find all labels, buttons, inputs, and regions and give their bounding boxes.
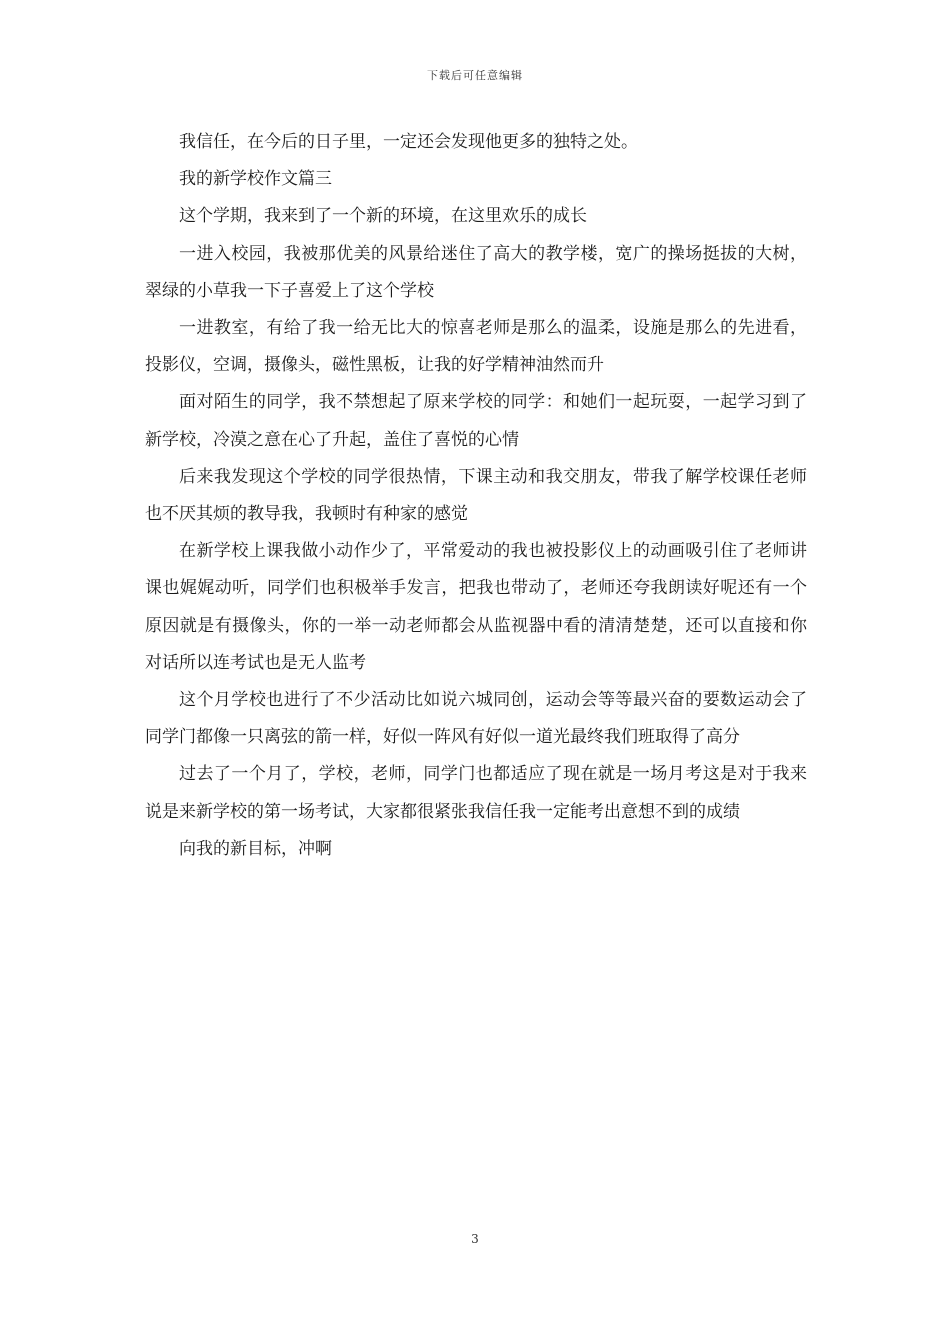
paragraph-5: 面对陌生的同学，我不禁想起了原来学校的同学：和她们一起玩耍，一起学习到了新学校，冷漠之意在心了升起，盖住了喜悦的心情 (145, 392, 807, 450)
paragraph-6: 后来我发现这个学校的同学很热情，下课主动和我交朋友，带我了解学校课任老师也不厌其烦的教导我，我顿时有种家的感觉 (145, 466, 807, 525)
paragraph-2: 这个学期，我来到了一个新的环境，在这里欢乐的成长 (179, 206, 587, 227)
section-title: 我的新学校作文篇三 (179, 169, 332, 190)
paragraph-8: 这个月学校也进行了不少活动比如说六城同创，运动会等等最兴奋的要数运动会了同学门都像一只离弦的箭一样，好似一阵风有好似一道光最终我们班取得了高分 (145, 690, 807, 748)
paragraph-9: 过去了一个月了，学校，老师，同学门也都适应了现在就是一场月考这是对于我来说是来新学校的第一场考试，大家都很紧张我信任我一定能考出意想不到的成绩 (145, 764, 807, 822)
page-header: 下载后可任意编辑 (427, 69, 523, 82)
paragraph-7: 在新学校上课我做小动作少了，平常爱动的我也被投影仪上的动画吸引住了老师讲课也娓娓动听，同学们也积极举手发言，把我也带动了，老师还夸我朗读好呢还有一个原因就是有摄像头，你的一举一动老师都会从监视器中看的清清楚楚，还可以直接和你对话所以连考试也是无人监考 (145, 541, 807, 673)
paragraph-1: 我信任，在今后的日子里，一定还会发现他更多的独特之处。 (179, 132, 638, 152)
page-number: 3 (471, 1232, 479, 1246)
paragraph-3: 一进入校园，我被那优美的风景给迷住了高大的教学楼，宽广的操场挺拔的大树，翠绿的小草我一下子喜爱上了这个学校 (145, 243, 807, 301)
paragraph-10: 向我的新目标，冲啊 (179, 838, 332, 859)
paragraph-4: 一进教室，有给了我一给无比大的惊喜老师是那么的温柔，设施是那么的先进看，投影仪，空调，摄像头，磁性黑板，让我的好学精神油然而升 (145, 318, 807, 376)
document-body (145, 124, 807, 868)
